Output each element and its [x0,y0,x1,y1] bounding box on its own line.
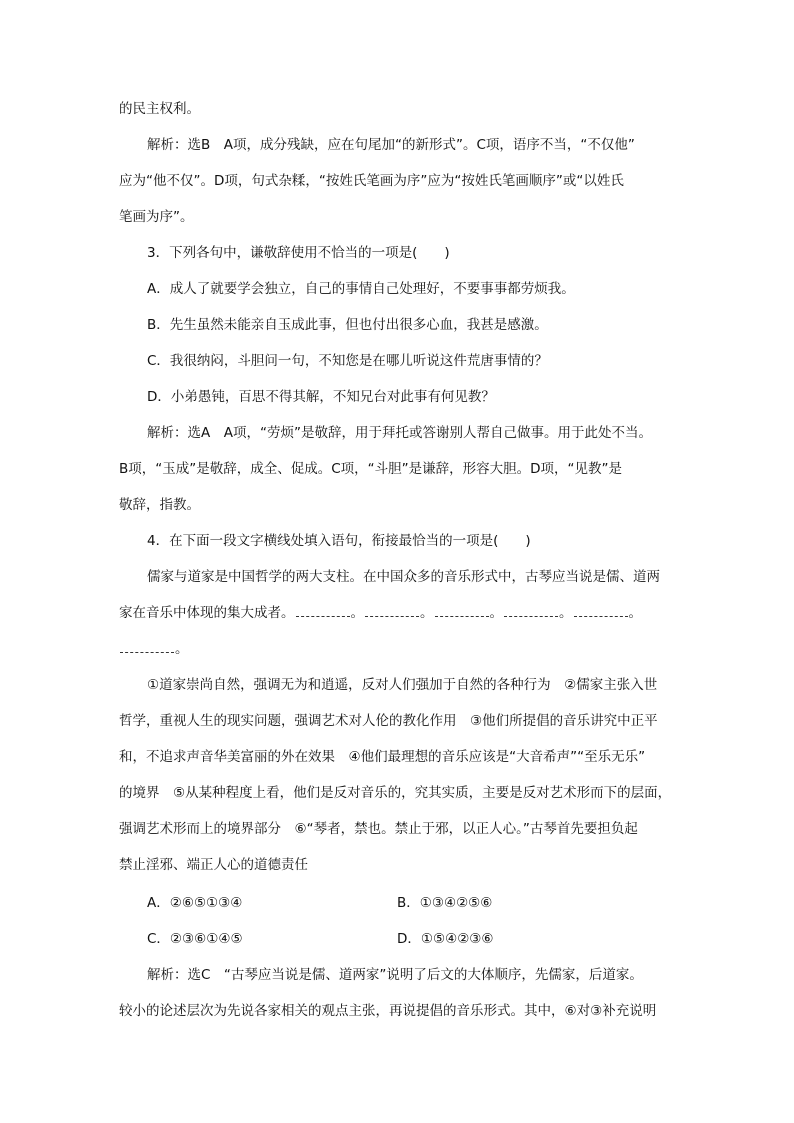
period: 。 [628,605,642,621]
period: 。 [350,605,364,621]
passage-line [119,604,642,622]
period: 。 [175,641,189,657]
text-line: 敬辞，指教。 [119,497,200,513]
choice-line: 强调艺术形而上的境界部分 ⑥“琴者，禁也。禁止于邪，以正人心。”古琴首先要担负起 [119,821,638,837]
analysis-line: 解析：选A A项，“劳烦”是敬辞，用于拜托或答谢别人帮自己做事。用于此处不当。 [147,425,652,441]
fill-blank [120,640,174,653]
option-a: A．成人了就要学会独立，自己的事情自己处理好，不要事事都劳烦我。 [147,281,575,297]
text-line: 应为“他不仅”。D项，句式杂糅，“按姓氏笔画为序”应为“按姓氏笔画顺序”或“以姓氏 [119,173,624,189]
passage-line: 儒家与道家是中国哲学的两大支柱。在中国众多的音乐形式中，古琴应当说是儒、道两 [147,569,660,585]
answer-option-c: C．②③⑥①④⑤ [147,931,243,947]
text-line: 较小的论述层次为先说各家相关的观点主张，再说提倡的音乐形式。其中，⑥对③补充说明 [119,1003,657,1019]
choice-line: 禁止淫邪、端正人心的道德责任 [119,857,308,873]
answer-option-a: A．②⑥⑤①③④ [147,895,243,911]
question-4: 4．在下面一段文字横线处填入语句，衔接最恰当的一项是( ) [147,533,531,549]
option-c: C．我很纳闷，斗胆问一句，不知您是在哪儿听说这件荒唐事情的？ [147,353,548,369]
passage-text: 家在音乐中体现的集大成者。 [119,605,295,621]
option-d: D．小弟愚钝，百思不得其解，不知兄台对此事有何见教？ [147,389,495,405]
question-3: 3．下列各句中，谦敬辞使用不恰当的一项是( ) [147,245,450,261]
analysis-line: 解析：选C “古琴应当说是儒、道两家”说明了后文的大体顺序，先儒家，后道家。 [147,967,643,983]
period: 。 [489,605,503,621]
period: 。 [420,605,434,621]
choice-line: ①道家崇尚自然，强调无为和逍遥，反对人们强加于自然的各种行为 ②儒家主张入世 [147,677,658,693]
fill-blank [435,604,489,617]
fill-blank [504,604,558,617]
analysis-line: 解析：选B A项，成分残缺，应在句尾加“的新形式”。C项，语序不当，“不仅他” [147,137,635,153]
answer-option-b: B．①③④②⑤⑥ [397,895,493,911]
text-line: 的民主权利。 [119,101,200,117]
answer-option-d: D．①⑤④②③⑥ [397,931,494,947]
fill-blank [296,604,350,617]
text-line: 笔画为序”。 [119,209,194,225]
choice-line: 哲学，重视人生的现实问题，强调艺术对人伦的教化作用 ③他们所提倡的音乐讲究中正平 [119,713,658,729]
option-b: B．先生虽然未能亲自玉成此事，但也付出很多心血，我甚是感激。 [147,317,548,333]
passage-line [119,640,189,658]
choice-line: 的境界 ⑤从某种程度上看，他们是反对音乐的，究其实质，主要是反对艺术形而下的层面， [119,785,672,801]
fill-blank [574,604,628,617]
text-line: B项，“玉成”是敬辞，成全、促成。C项，“斗胆”是谦辞，形容大胆。D项，“见教”是 [119,461,623,477]
fill-blank [365,604,419,617]
period: 。 [559,605,573,621]
choice-line: 和，不追求声音华美富丽的外在效果 ④他们最理想的音乐应该是“大音希声”“至乐无乐” [119,749,646,765]
